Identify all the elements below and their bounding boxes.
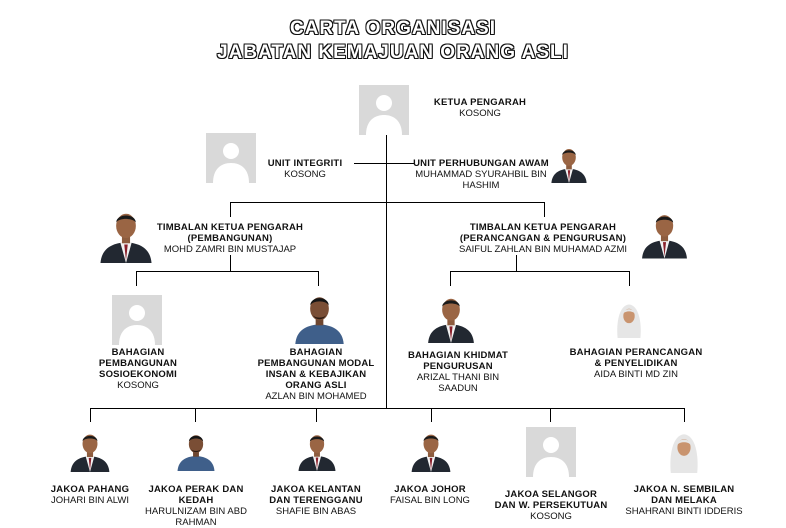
state-perak-man-shirt-photo (175, 425, 217, 475)
division-penyelidikan-drop (629, 271, 630, 286)
division-sosioekonomi-label (86, 347, 190, 391)
state-perak-drop (195, 408, 196, 422)
chart-title-line1: CARTA ORGANISASI (290, 18, 496, 39)
unit-perhubungan-name: MUHAMMAD SYURAHBIL BIN HASHIM (415, 169, 547, 191)
state-johor-man-suit-photo (409, 425, 453, 475)
deputy-right-stem (516, 255, 517, 271)
state-pahang-label (40, 484, 140, 506)
state-selangor-dept: JAKOA SELANGOR DAN W. PERSEKUTUAN (494, 489, 608, 511)
division-modal-insan-label (250, 347, 382, 402)
units-horizontal-connector (354, 163, 414, 164)
division-penyelidikan-dept: BAHAGIAN PERANCANGAN & PENYELIDIKAN (569, 347, 703, 369)
unit-integriti-label (262, 158, 348, 180)
states-horizontal-connector (90, 408, 685, 409)
deputy-pembangunan-position: TIMBALAN KETUA PENGARAH (PEMBANGUNAN) (156, 222, 304, 244)
ketua-pengarah-label (418, 97, 542, 119)
state-johor-label (380, 484, 480, 506)
deputy-left-drop (230, 202, 231, 217)
unit-perhubungan-label (408, 158, 554, 191)
state-johor-drop (431, 408, 432, 422)
state-perak-name: HARULNIZAM BIN ABD RAHMAN (145, 506, 247, 528)
division-modal-insan-dept: BAHAGIAN PEMBANGUNAN MODAL INSAN & KEBAJIKAN ORANG ASLI (257, 347, 375, 391)
deputy-pembangunan-name: MOHD ZAMRI BIN MUSTAJAP (163, 244, 297, 255)
state-pahang-drop (90, 408, 91, 422)
deputies-horizontal-connector (230, 202, 545, 203)
division-modal-insan-man-shirt-photo (292, 289, 347, 344)
state-perak-label (140, 484, 252, 528)
state-sembilan-woman-hijab-photo (662, 425, 706, 477)
state-selangor-placeholder-avatar-icon (526, 427, 576, 477)
division-khidmat-label (398, 350, 518, 394)
division-khidmat-dept: BAHAGIAN KHIDMAT PENGURUSAN (407, 350, 509, 372)
deputy-perancangan-name: SAIFUL ZAHLAN BIN MUHAMAD AZMI (458, 244, 628, 255)
state-pahang-dept: JAKOA PAHANG (50, 484, 130, 495)
ketua-pengarah-placeholder-avatar-icon (359, 85, 409, 135)
division-penyelidikan-label (562, 347, 710, 380)
division-khidmat-name: ARIZAL THANI BIN SAADUN (416, 372, 500, 394)
state-pahang-man-suit-photo (68, 425, 112, 475)
deputy-pembangunan-label (152, 222, 308, 255)
deputy-perancangan-label (448, 222, 638, 255)
unit-integriti-placeholder-avatar-icon (206, 133, 256, 183)
state-kelantan-dept: JAKOA KELANTAN DAN TERENGGANU (269, 484, 363, 506)
deputy-left-stem (230, 255, 231, 271)
ketua-pengarah-position: KETUA PENGARAH (433, 97, 527, 108)
division-khidmat-drop (450, 271, 451, 286)
state-sembilan-name: SHAHRANI BINTI IDDERIS (625, 506, 743, 517)
ketua-pengarah-name: KOSONG (459, 108, 501, 119)
division-sosioekonomi-name: KOSONG (117, 380, 159, 391)
state-pahang-name: JOHARI BIN ALWI (51, 495, 129, 506)
unit-perhubungan-man-suit-photo (549, 140, 589, 186)
main-vertical-connector (386, 132, 387, 409)
state-selangor-drop (550, 408, 551, 422)
division-penyelidikan-woman-hijab-photo (610, 295, 648, 343)
state-johor-name: FAISAL BIN LONG (390, 495, 470, 506)
division-sosioekonomi-dept: BAHAGIAN PEMBANGUNAN SOSIOEKONOMI (98, 347, 178, 380)
state-sembilan-dept: JAKOA N. SEMBILAN DAN MELAKA (633, 484, 735, 506)
state-kelantan-label (262, 484, 370, 517)
deputy-left-branch (136, 271, 319, 272)
deputy-perancangan-man-suit-photo (639, 204, 690, 262)
chart-title-line2: JABATAN KEMAJUAN ORANG ASLI (217, 42, 569, 63)
deputy-right-drop (544, 202, 545, 217)
division-sosioekonomi-placeholder-avatar-icon (112, 295, 162, 345)
unit-integriti-position: UNIT INTEGRITI (267, 158, 343, 169)
division-modal-insan-drop (318, 271, 319, 286)
state-selangor-name: KOSONG (530, 511, 572, 522)
state-sembilan-label (624, 484, 744, 517)
state-johor-dept: JAKOA JOHOR (394, 484, 466, 495)
state-perak-dept: JAKOA PERAK DAN KEDAH (148, 484, 244, 506)
state-kelantan-name: SHAFIE BIN ABAS (275, 506, 357, 517)
state-kelantan-drop (316, 408, 317, 422)
unit-perhubungan-position: UNIT PERHUBUNGAN AWAM (413, 158, 549, 169)
unit-integriti-name: KOSONG (284, 169, 326, 180)
state-sembilan-drop (684, 408, 685, 422)
deputy-pembangunan-man-suit-photo (97, 204, 155, 264)
state-kelantan-man-suit-photo (296, 425, 338, 475)
division-sosioekonomi-drop (136, 271, 137, 286)
deputy-right-branch (450, 271, 630, 272)
deputy-perancangan-position: TIMBALAN KETUA PENGARAH (PERANCANGAN & PENGURUSAN) (459, 222, 627, 244)
division-khidmat-man-suit-photo (425, 289, 477, 345)
division-penyelidikan-name: AIDA BINTI MD ZIN (594, 369, 678, 380)
state-selangor-label (486, 489, 616, 522)
division-modal-insan-name: AZLAN BIN MOHAMED (265, 391, 367, 402)
